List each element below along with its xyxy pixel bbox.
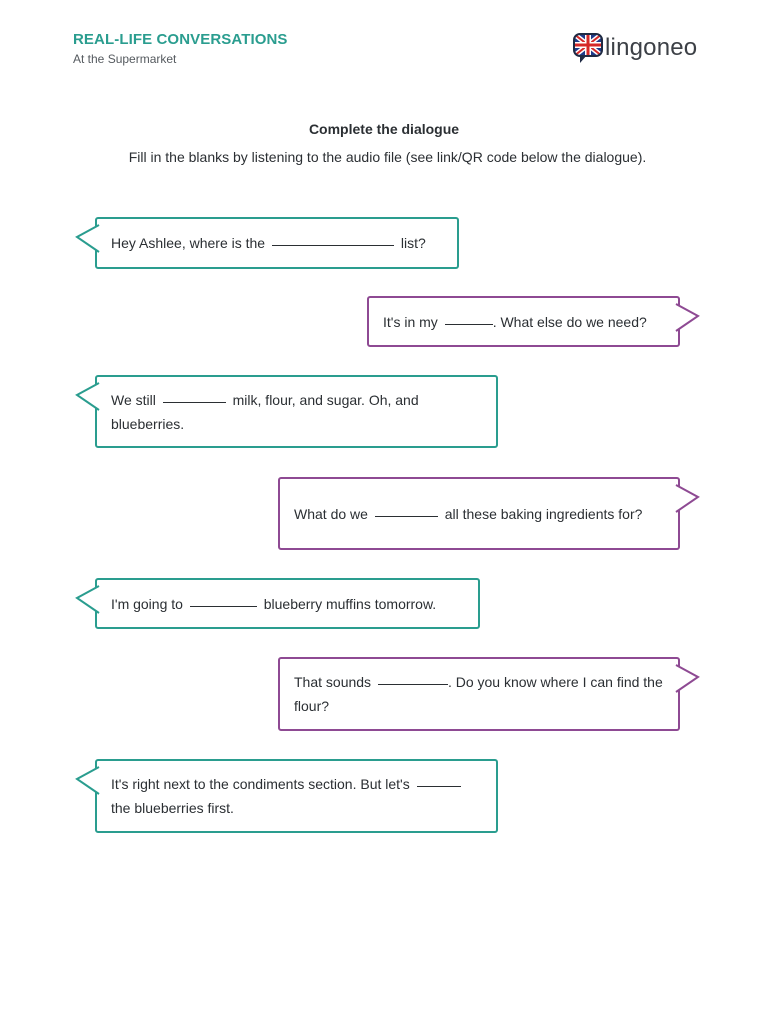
dialogue-text-before: It's in my xyxy=(383,313,438,330)
dialogue-text xyxy=(111,772,482,820)
dialogue-bubble-4 xyxy=(278,477,680,550)
dialogue-text-after: list? xyxy=(400,235,426,251)
dialogue-text xyxy=(111,592,464,616)
dialogue-bubble-2 xyxy=(367,296,680,347)
dialogue-bubble-3 xyxy=(95,375,498,448)
instructions-text: Fill in the blanks by listening to the audio file (see link/QR code below the dialogue). xyxy=(128,149,647,165)
dialogue-text xyxy=(294,502,664,526)
answer-blank[interactable] xyxy=(445,310,493,325)
dialogue-text-after: the blueberries first. xyxy=(111,800,234,816)
logo-text: lingoneo xyxy=(605,34,698,61)
dialogue-text xyxy=(111,388,482,436)
dialogue-text xyxy=(294,670,664,718)
dialogue-text-before: What do we xyxy=(294,505,368,522)
dialogue-text-before: Hey Ashlee, where is the xyxy=(111,235,266,251)
dialogue-text-after: milk, flour, and sugar. Oh, and blueberries. xyxy=(111,391,419,432)
dialogue-bubble-7 xyxy=(95,759,498,833)
dialogue-bubble-6 xyxy=(278,657,680,731)
dialogue-text xyxy=(383,310,664,334)
speech-tail-icon xyxy=(77,585,99,613)
dialogue-text-before: That sounds xyxy=(294,674,372,690)
answer-blank[interactable] xyxy=(163,388,226,403)
answer-blank[interactable] xyxy=(378,670,448,685)
speech-tail-icon xyxy=(77,224,99,252)
speech-tail-icon xyxy=(77,766,99,794)
header-subtitle: At the Supermarket xyxy=(73,52,177,66)
dialogue-text-after: blueberry muffins tomorrow. xyxy=(263,595,437,612)
answer-blank[interactable] xyxy=(417,772,461,787)
speech-tail-icon xyxy=(676,484,698,512)
dialogue-text-after: all these baking ingredients for? xyxy=(444,505,643,522)
dialogue-text-after: . What else do we need? xyxy=(492,313,647,330)
dialogue-text-after: . Do you know where I can find the flour? xyxy=(294,674,663,714)
instructions-title: Complete the dialogue xyxy=(308,121,460,137)
dialogue-text xyxy=(111,231,443,255)
dialogue-text-before: We still xyxy=(111,391,156,408)
uk-flag-speech-bubble-icon xyxy=(572,32,604,64)
speech-tail-icon xyxy=(676,664,698,692)
dialogue-bubble-1 xyxy=(95,217,459,269)
answer-blank[interactable] xyxy=(375,502,438,517)
dialogue-bubble-5 xyxy=(95,578,480,629)
speech-tail-icon xyxy=(77,382,99,410)
lingoneo-logo xyxy=(572,31,697,65)
dialogue-text-before: It's right next to the condiments section. But let's xyxy=(111,776,410,792)
answer-blank[interactable] xyxy=(272,231,394,246)
answer-blank[interactable] xyxy=(190,592,257,607)
header-title: REAL-LIFE CONVERSATIONS xyxy=(73,31,288,48)
dialogue-text-before: I'm going to xyxy=(111,595,183,612)
speech-tail-icon xyxy=(676,303,698,331)
